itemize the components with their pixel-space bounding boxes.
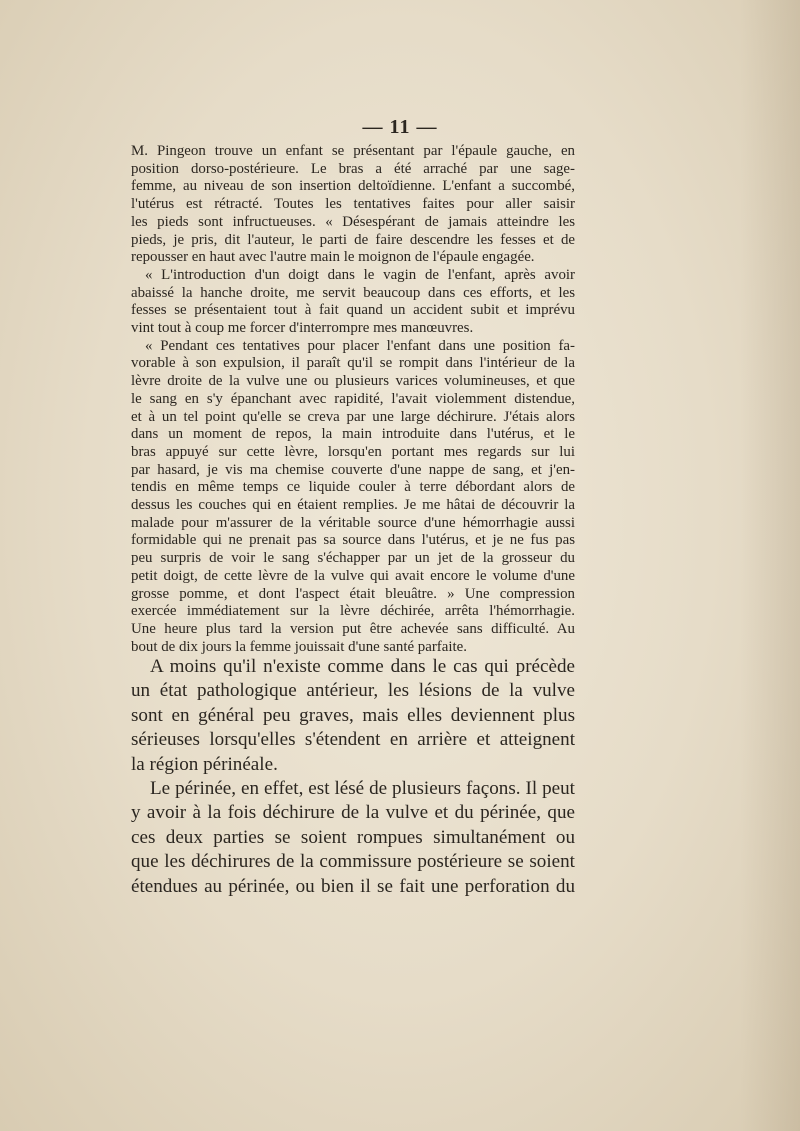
text-line: M. Pingeon trouve un enfant se présentant par l'épaule gauche, en (131, 143, 575, 159)
text-line: dessus les couches qui en étaient remplies. Je me hâtai de découvrir la (131, 497, 575, 514)
text-line: formidable qui ne prenait pas sa source dans l'utérus, et je ne fus pas (131, 532, 575, 549)
text-line: y avoir à la fois déchirure de la vulve et du périnée, que (131, 802, 575, 824)
page-number: — 11 — (362, 116, 438, 138)
text-line: que les déchirures de la commissure postérieure se soient (131, 851, 575, 873)
text-line: vorable à son expulsion, il paraît qu'il se rompit dans l'intérieur de la (131, 355, 575, 372)
text-line: « L'introduction d'un doigt dans le vagin de l'enfant, après avoir (145, 266, 575, 283)
quote-paragraph-3 (131, 338, 575, 657)
text-line: lèvre droite de la vulve une ou plusieurs varices volumineuses, et que (131, 373, 575, 390)
body-paragraph-2 (131, 777, 575, 899)
text-line: ces deux parties se soient rompues simultanément ou (131, 826, 575, 848)
text-line: sérieuses lorsqu'elles s'étendent en arrière et atteignent (131, 729, 575, 751)
text-line: pieds, je pris, dit l'auteur, le parti de faire descendre les fesses et de (131, 231, 575, 248)
quote-paragraph-2 (131, 267, 575, 338)
text-line: Une heure plus tard la version put être achevée sans difficulté. Au (131, 620, 575, 637)
text-line: par hasard, je vis ma chemise couverte d'une nappe de sang, et j'en- (131, 461, 575, 478)
case-quotation (131, 143, 575, 656)
text-line: abaissé la hanche droite, me servit beaucoup dans ces efforts, et les (131, 284, 575, 301)
text-line: fesses se présentaient tout à fait quand un accident subit et imprévu (131, 302, 575, 319)
text-line: bout de dix jours la femme jouissait d'une santé parfaite. (131, 638, 467, 655)
quote-paragraph-1 (131, 143, 575, 267)
text-line: vint tout à coup me forcer d'interrompre mes manœuvres. (131, 320, 474, 337)
text-line: tendis en même temps ce liquide couler à terre débordant alors de (131, 479, 575, 496)
text-line: un état pathologique antérieur, les lésions de la vulve (131, 680, 575, 702)
text-line: peu surpris de voir le sang s'échapper par un jet de la grosseur du (131, 550, 575, 567)
text-line: dans un moment de repos, la main introduite dans l'utérus, et le (131, 426, 575, 443)
main-text (131, 655, 575, 899)
page-edge-shadow (740, 0, 800, 1131)
text-line: repousser en haut avec l'autre main le moignon de l'épaule engagée. (131, 249, 535, 266)
text-line: A moins qu'il n'existe comme dans le cas qui précède (150, 656, 575, 677)
text-line: et à un tel point qu'elle se creva par une large déchirure. J'étais alors (131, 408, 575, 425)
text-line: femme, au niveau de son insertion deltoïdienne. L'enfant a succombé, (131, 178, 575, 195)
text-line: les pieds sont infructueuses. « Désespérant de jamais atteindre les (131, 213, 575, 230)
text-line: étendues au périnée, ou bien il se fait une perforation du (131, 875, 575, 897)
text-line: malade pour m'assurer de la véritable source d'une hémorrhagie aussi (131, 514, 575, 531)
text-line: l'utérus est rétracté. Toutes les tentatives faites pour aller saisir (131, 196, 575, 213)
text-line: grosse pomme, et dont l'aspect était bleuâtre. » Une compression (131, 585, 575, 602)
text-line: petit doigt, de cette lèvre de la vulve qui avait encore le volume d'une (131, 567, 575, 584)
text-line: Le périnée, en effet, est lésé de plusieurs façons. Il peut (150, 778, 575, 800)
text-line: la région périnéale. (131, 753, 278, 775)
text-line: « Pendant ces tentatives pour placer l'enfant dans une position fa- (145, 337, 575, 354)
text-line: exercée immédiatement sur la lèvre déchirée, arrêta l'hémorrhagie. (131, 603, 575, 620)
text-line: le sang en s'y épanchant avec rapidité, l'avait violemment distendue, (131, 390, 575, 407)
text-line: bras appuyé sur cette lèvre, lorsqu'en portant mes regards sur lui (131, 443, 575, 460)
text-line: position dorso-postérieure. Le bras a été arraché par une sage- (131, 160, 575, 177)
text-line: sont en général peu graves, mais elles deviennent plus (131, 704, 575, 726)
body-paragraph-1 (131, 655, 575, 777)
